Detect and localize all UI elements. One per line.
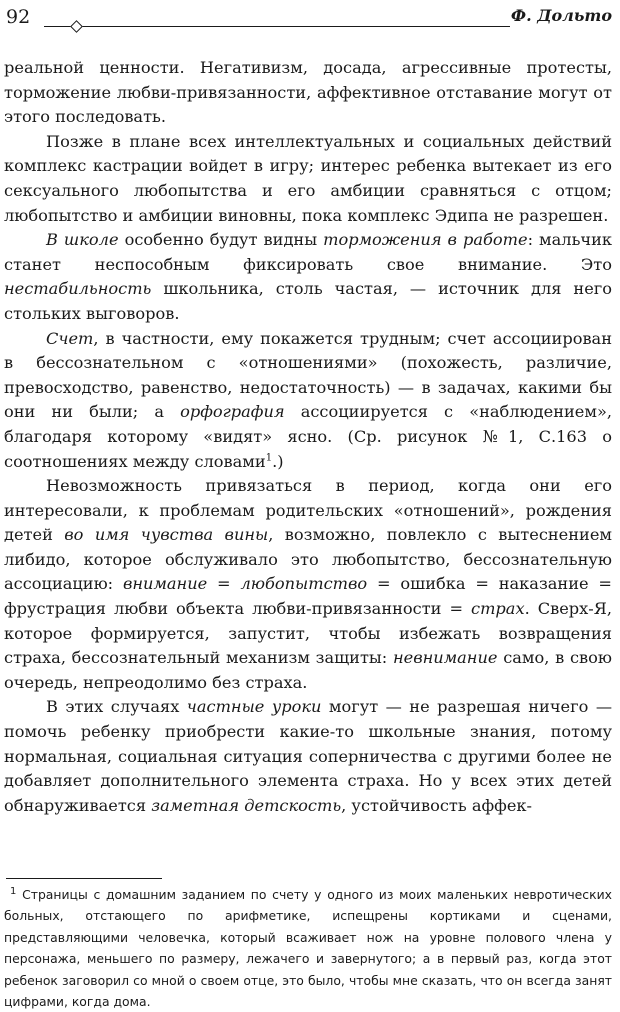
text-run: В этих случаях <box>46 697 187 717</box>
footnote-text: Страницы с домашним заданием по счету у одного из моих маленьких невротических больных, отстающего по арифметике, испещрены кортиками и сценами, представляющими человечка, который всаживает нож на уровне полового члена у персонажа, меньшего по размеру, лежачего и завернутого; а в первый раз, когда этот ребенок заговорил со мной о своем отце, это было, чтобы мне сказать, что он всегда занят цифрами, когда дома. <box>4 887 612 1010</box>
text-run: . Сверх-Я, которое формируется, запустит, чтобы избежать возвращения страха, бессознательный механизм защиты: <box>4 599 612 668</box>
text-run: = <box>207 574 241 594</box>
text-run: , в частности, ему покажется трудным; счет ассоциирован в бессознательном с «отношениями» (похожесть, различие, превосходство, равенство, недостаточность) — в задачах, какими бы они ни были; а <box>4 328 612 422</box>
text-run: Позже в плане всех интеллектуальных и социальных действий комплекс кастрации войдет в игру; интерес ребенка вытекает из его сексуального любопытства и его амбиции сравняться с отцом; любопытство и амбиции виновны, пока комплекс Эдипа не разрешен. <box>4 131 612 225</box>
text-run: .) <box>272 451 284 471</box>
text-run: школьника, столь частая, — источник для него стольких выговоров. <box>4 279 612 323</box>
italic-text-run: нестабильность <box>4 279 152 299</box>
footnote-rule <box>6 878 162 879</box>
italic-text-run: торможения в работе <box>323 230 528 250</box>
text-run: ассоциируется с «наблюдением», благодаря которому «видят» ясно. (Ср. рисунок №1, С.163 о соотношениях между словами <box>4 402 612 471</box>
page-number: 92 <box>6 6 31 28</box>
text-run: , возможно, повлекло с вытеснением либидо, которое обслуживало это любопытство, бессознательную ассоциацию: <box>4 525 612 594</box>
italic-text-run: заметная детскость <box>151 795 342 815</box>
paragraph <box>4 695 612 818</box>
text-run: Невозможность привязаться в период, когда они его интересовали, к проблемам родительских «отношений», рождения детей <box>4 476 612 545</box>
italic-text-run: во имя чувства вины <box>64 525 269 545</box>
text-run: = ошибка = наказание = фрустрация любви объекта любви-привязанности = <box>4 574 612 619</box>
italic-text-run: Счет <box>46 328 94 348</box>
italic-text-run: страх <box>471 599 525 619</box>
italic-text-run: любопытство <box>240 574 368 594</box>
paragraph <box>4 228 612 326</box>
diamond-ornament-icon <box>70 20 83 33</box>
italic-text-run: орфография <box>180 402 285 422</box>
running-head: Ф. Дольто <box>510 6 612 25</box>
page-header <box>0 2 620 34</box>
italic-text-run: частные уроки <box>186 697 322 717</box>
text-run: реальной ценности. Негативизм, досада, агрессивные протесты, торможение любви-привязанности, аффективное отставание могут от этого последовать. <box>4 58 612 127</box>
footnote <box>4 884 612 1012</box>
body-text <box>4 56 612 818</box>
text-run: : мальчик станет неспособным фиксировать свое внимание. Это <box>4 230 612 274</box>
paragraph <box>4 327 612 475</box>
italic-text-run: В школе <box>46 230 119 250</box>
footnote-marker: 1 <box>10 885 17 897</box>
footnote-reference: 1 <box>265 452 273 464</box>
header-rule <box>44 26 510 27</box>
text-run: особенно будут видны <box>118 230 324 250</box>
italic-text-run: внимание <box>122 574 208 594</box>
italic-text-run: невнимание <box>392 648 498 668</box>
text-run: , устойчивость аффек- <box>341 795 532 815</box>
text-run: само, в свою очередь, непреодолимо без страха. <box>4 648 612 692</box>
paragraph <box>4 56 612 130</box>
text-run: могут — не разрешая ничего — помочь ребенку приобрести какие-то школьные знания, потому нормальная, социальная ситуация соперничества с другими более не добавляет дополнительного элемента страха. Но у всех этих детей обнаруживается <box>4 697 613 815</box>
paragraph <box>4 130 612 228</box>
paragraph <box>4 474 612 695</box>
